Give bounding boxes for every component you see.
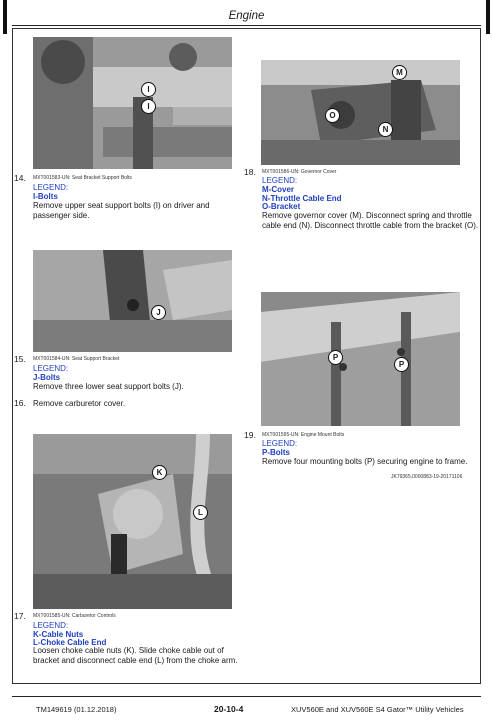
callout-n: N [378,122,393,137]
callout-j: J [151,305,166,320]
page-title: Engine [228,10,265,22]
figure-caption: MXT001585-UN: Carburetor Controls [33,613,116,619]
photo-carburetor-controls [33,434,232,609]
callout-p-left: P [328,350,343,365]
callout-o: O [325,108,340,123]
legend-item: N-Throttle Cable End [262,194,342,203]
callout-i-lower: I [141,99,156,114]
step-number: 14. [14,173,26,183]
step-text: Remove four mounting bolts (P) securing engine to frame. [262,457,468,466]
footer-doc-id: TM149619 (01.12.2018) [36,705,117,714]
step-number: 19. [244,430,256,440]
legend-item: K-Cable Nuts [33,630,84,639]
legend-item: L-Choke Cable End [33,638,107,647]
footer-rule [12,696,481,697]
photo-seat-support-bracket [33,250,232,352]
photo-seat-bracket-bolts [33,37,232,169]
callout-p-right: P [394,357,409,372]
legend-item: M-Cover [262,185,295,194]
legend-label: LEGEND: [33,621,69,630]
step-text: Remove upper seat support bolts (I) on driver and passenger side. [33,201,210,220]
step-number: 16. [14,398,26,408]
legend-item: P-Bolts [262,448,290,457]
step-text: Remove three lower seat support bolts (J). [33,382,184,391]
step-text-line: bracket and disconnect cable end (L) from the choke arm. [33,656,238,665]
figure-caption: MXT001595-UN: Engine Mount Bolts [262,432,345,438]
callout-i-upper: I [141,82,156,97]
callout-m: M [392,65,407,80]
legend-label: LEGEND: [262,439,298,448]
figure-caption: MXT001584-UN: Seat Support Bracket [33,356,120,362]
step-text: Remove carburetor cover. [33,399,126,408]
step-text-line: Loosen choke cable nuts (K). Slide choke cable out of [33,646,224,655]
legend-item: O-Bracket [262,202,301,211]
doc-reference: JK79365,0000883-19-20171106 [391,474,463,480]
step-number: 17. [14,611,26,621]
photo-governor-cover [261,60,460,165]
legend-item: I-Bolts [33,192,58,201]
step-text-line: cable end (N). Disconnect throttle cable from the bracket (O). [262,221,479,230]
figure-caption: MXT001583-UN: Seat Bracket Support Bolts [33,175,132,181]
legend-label: LEGEND: [262,176,298,185]
legend-label: LEGEND: [33,364,69,373]
step-text-line: Remove governor cover (M). Disconnect spring and throttle [262,211,472,220]
step-number: 18. [244,167,256,177]
legend-label: LEGEND: [33,183,69,192]
footer-product-name: XUV560E and XUV560E S4 Gator™ Utility Vehicles [291,705,464,714]
photo-engine-mount-bolts [261,292,460,426]
step-number: 15. [14,354,26,364]
figure-caption: MXT001586-UN: Governor Cover [262,169,337,175]
legend-item: J-Bolts [33,373,61,382]
callout-l: L [193,505,208,520]
header-rule [12,25,481,26]
callout-k: K [152,465,167,480]
footer-page-number: 20-10-4 [214,704,244,714]
